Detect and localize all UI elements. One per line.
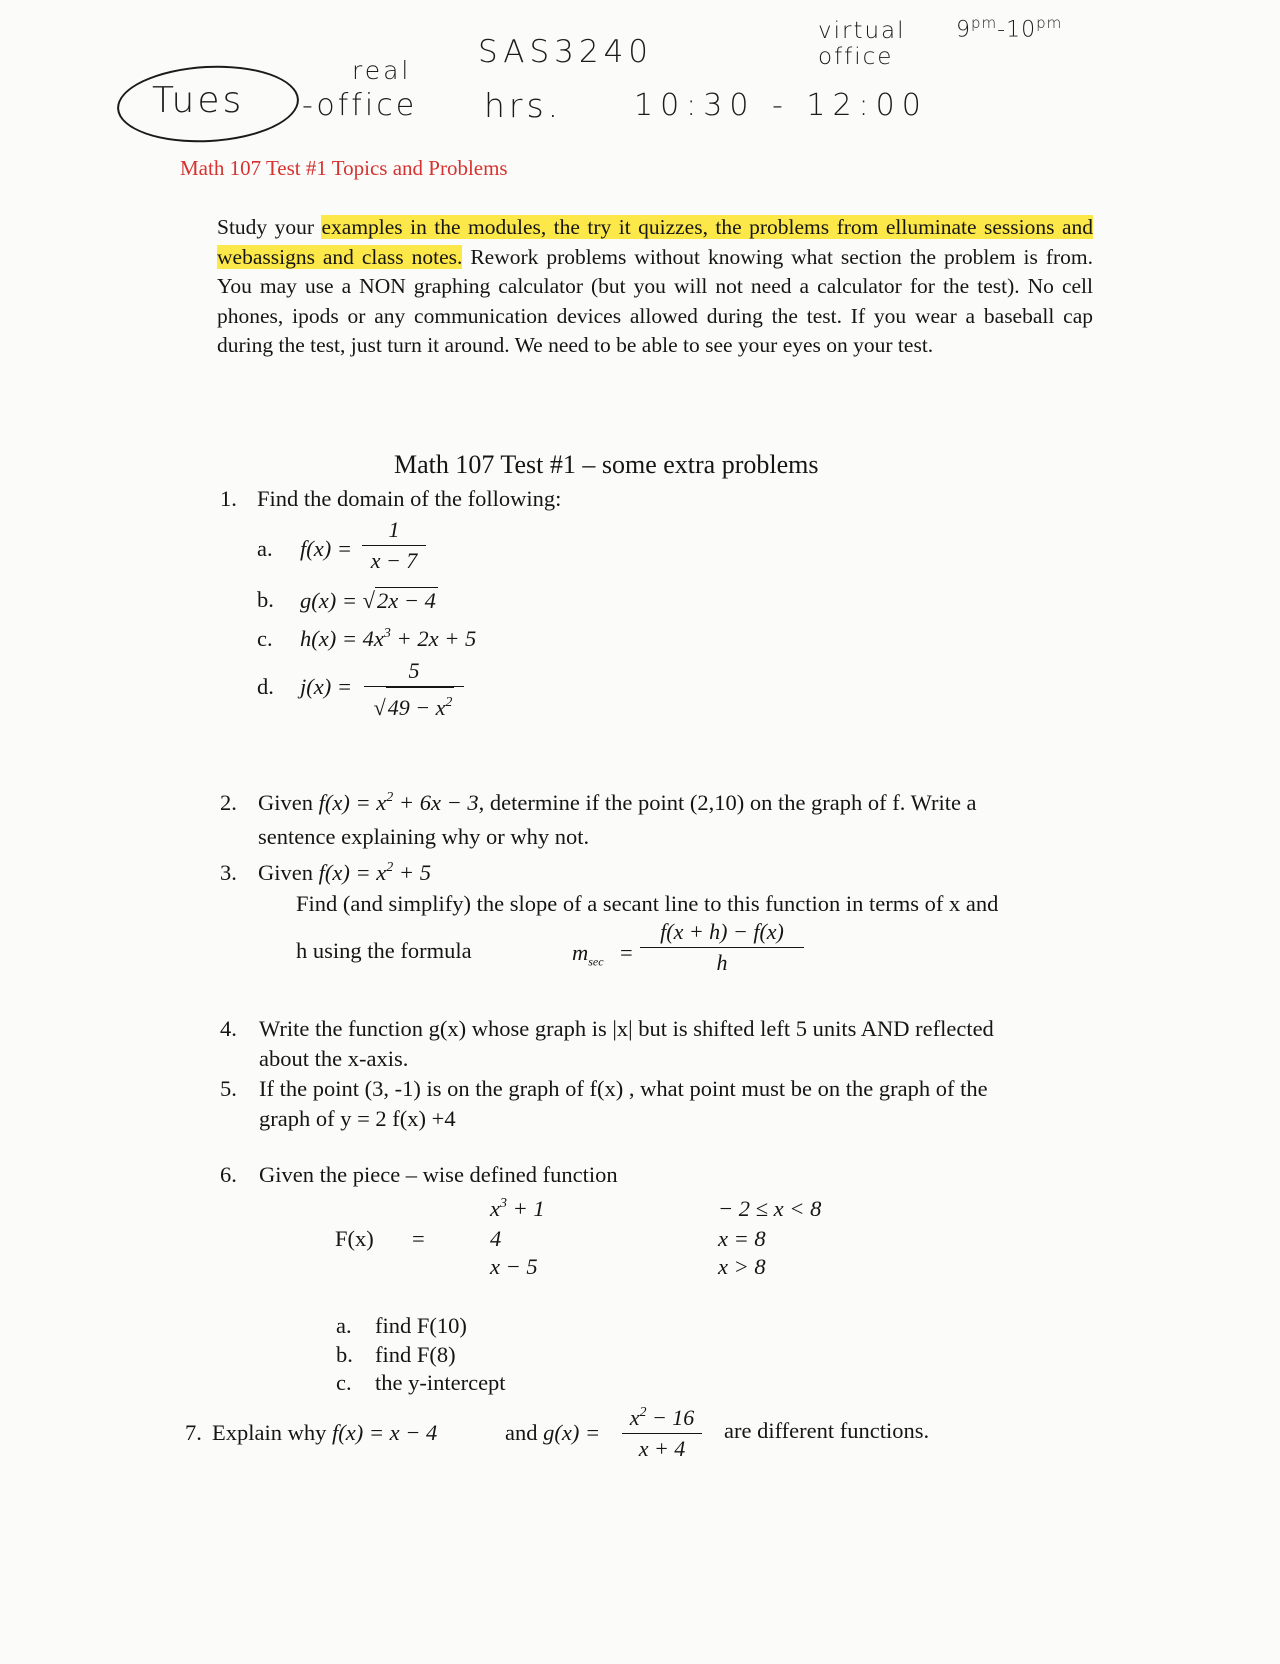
q6-sub-label: c. bbox=[336, 1370, 352, 1395]
q7-and: and g(x) = bbox=[505, 1420, 601, 1445]
q6-piece-expr: $x^3 + 1$ bbox=[490, 1196, 545, 1221]
q6-sub-text: find F(8) bbox=[375, 1342, 456, 1367]
q1-text: Find the domain of the following: bbox=[257, 486, 562, 511]
q1d-fraction: 5 $√49 - x^2$ bbox=[364, 656, 464, 723]
q2-line1: Given $f(x) = x^2 + 6x - 3$, determine if the point (2,10) on the graph of f. Write a bbox=[258, 790, 977, 815]
q6-sub-text: the y-intercept bbox=[375, 1370, 506, 1395]
q3-line1: Given $f(x) = x^2 + 5$ bbox=[258, 860, 431, 885]
q1-number: 1. bbox=[220, 486, 237, 511]
handwritten-day: Tues bbox=[152, 80, 245, 121]
q6-piece-expr: 4 bbox=[490, 1226, 502, 1251]
q6-sub-text: find F(10) bbox=[375, 1313, 467, 1338]
handwritten-office-time: 10:30 - 12:00 bbox=[634, 88, 928, 123]
q1a-fraction: 1 x − 7 bbox=[362, 515, 426, 576]
q6-piece-expr: x − 5 bbox=[490, 1254, 538, 1279]
q6-sub-label: b. bbox=[336, 1342, 353, 1367]
q5-number: 5. bbox=[220, 1076, 237, 1101]
q1b-expression: g(x) = √2x − 4 bbox=[300, 588, 436, 613]
q1d-lhs: j(x) = bbox=[300, 674, 353, 699]
q1c-expression: $h(x) = 4x^3 + 2x + 5$ bbox=[300, 626, 477, 651]
q1b-label: b. bbox=[257, 587, 274, 612]
handwritten-virtual-office bbox=[818, 18, 906, 70]
handwritten-course-code: SAS3240 bbox=[478, 34, 654, 70]
page-title: Math 107 Test #1 Topics and Problems bbox=[180, 156, 508, 180]
q4-line2: about the x-axis. bbox=[259, 1046, 409, 1071]
q7-tail: are different functions. bbox=[724, 1418, 930, 1443]
q4-line1: Write the function g(x) whose graph is |x| but is shifted left 5 units AND reflected bbox=[259, 1016, 994, 1041]
office-line: office bbox=[818, 44, 894, 70]
q3-equals: = bbox=[620, 940, 633, 965]
q7-fraction: $x^2 - 16$ x + 4 bbox=[622, 1398, 702, 1464]
handwritten-hrs: hrs. bbox=[484, 86, 563, 125]
extra-problems-title: Math 107 Test #1 – some extra problems bbox=[394, 450, 819, 479]
intro-paragraph: Study your examples in the modules, the try it quizzes, the problems from elluminate sessions and webassigns and class notes. Rework problems without knowing what section the problem is from. You may use a NON graphing calculator (but you will not need a calculator for the test). No cell phones, ipods or any communication devices allowed during the test. If you wear a baseball cap during the test, just turn it around. We need to be able to see your eyes on your test. bbox=[217, 215, 1093, 357]
q6-equals: = bbox=[412, 1226, 425, 1251]
q2-line2: sentence explaining why or why not. bbox=[258, 824, 590, 849]
q3-line2: Find (and simplify) the slope of a secant line to this function in terms of x and bbox=[296, 891, 999, 916]
q2-number: 2. bbox=[220, 790, 237, 815]
q6-piece-cond: − 2 ≤ x < 8 bbox=[718, 1196, 822, 1221]
q6-piece-cond: x = 8 bbox=[718, 1226, 766, 1251]
q1c-label: c. bbox=[257, 626, 273, 651]
q3-formula: f(x + h) − f(x) h bbox=[640, 917, 804, 978]
q6-sub-label: a. bbox=[336, 1313, 352, 1338]
q1a-lhs: f(x) = bbox=[300, 536, 353, 561]
q7-number: 7. bbox=[185, 1420, 202, 1445]
handwritten-virtual-time: $9^{pm}-10^{pm}$ bbox=[956, 14, 1063, 43]
q5-line2: graph of y = 2 f(x) +4 bbox=[259, 1106, 456, 1131]
q3-line3: h using the formula bbox=[296, 938, 472, 963]
virtual-line: virtual bbox=[818, 18, 906, 44]
handwritten-office: -office bbox=[302, 88, 418, 123]
q3-m-sec: $m_{sec}$ bbox=[572, 940, 604, 969]
q3-number: 3. bbox=[220, 860, 237, 885]
q1a-label: a. bbox=[257, 536, 273, 561]
highlighted-text: examples in the modules, the try it quizzes, the problems from elluminate sessions and webassigns and class notes. bbox=[217, 215, 1093, 269]
q6-text: Given the piece – wise defined function bbox=[259, 1162, 618, 1187]
q6-piece-cond: x > 8 bbox=[718, 1254, 766, 1279]
q1d-label: d. bbox=[257, 674, 274, 699]
q6-number: 6. bbox=[220, 1162, 237, 1187]
q6-function-name: F(x) bbox=[335, 1226, 374, 1251]
handwritten-real-label: real bbox=[352, 56, 412, 85]
q5-line1: If the point (3, -1) is on the graph of f(x) , what point must be on the graph of the bbox=[259, 1076, 988, 1101]
q4-number: 4. bbox=[220, 1016, 237, 1041]
q7-lead: Explain why f(x) = x − 4 bbox=[212, 1420, 438, 1445]
